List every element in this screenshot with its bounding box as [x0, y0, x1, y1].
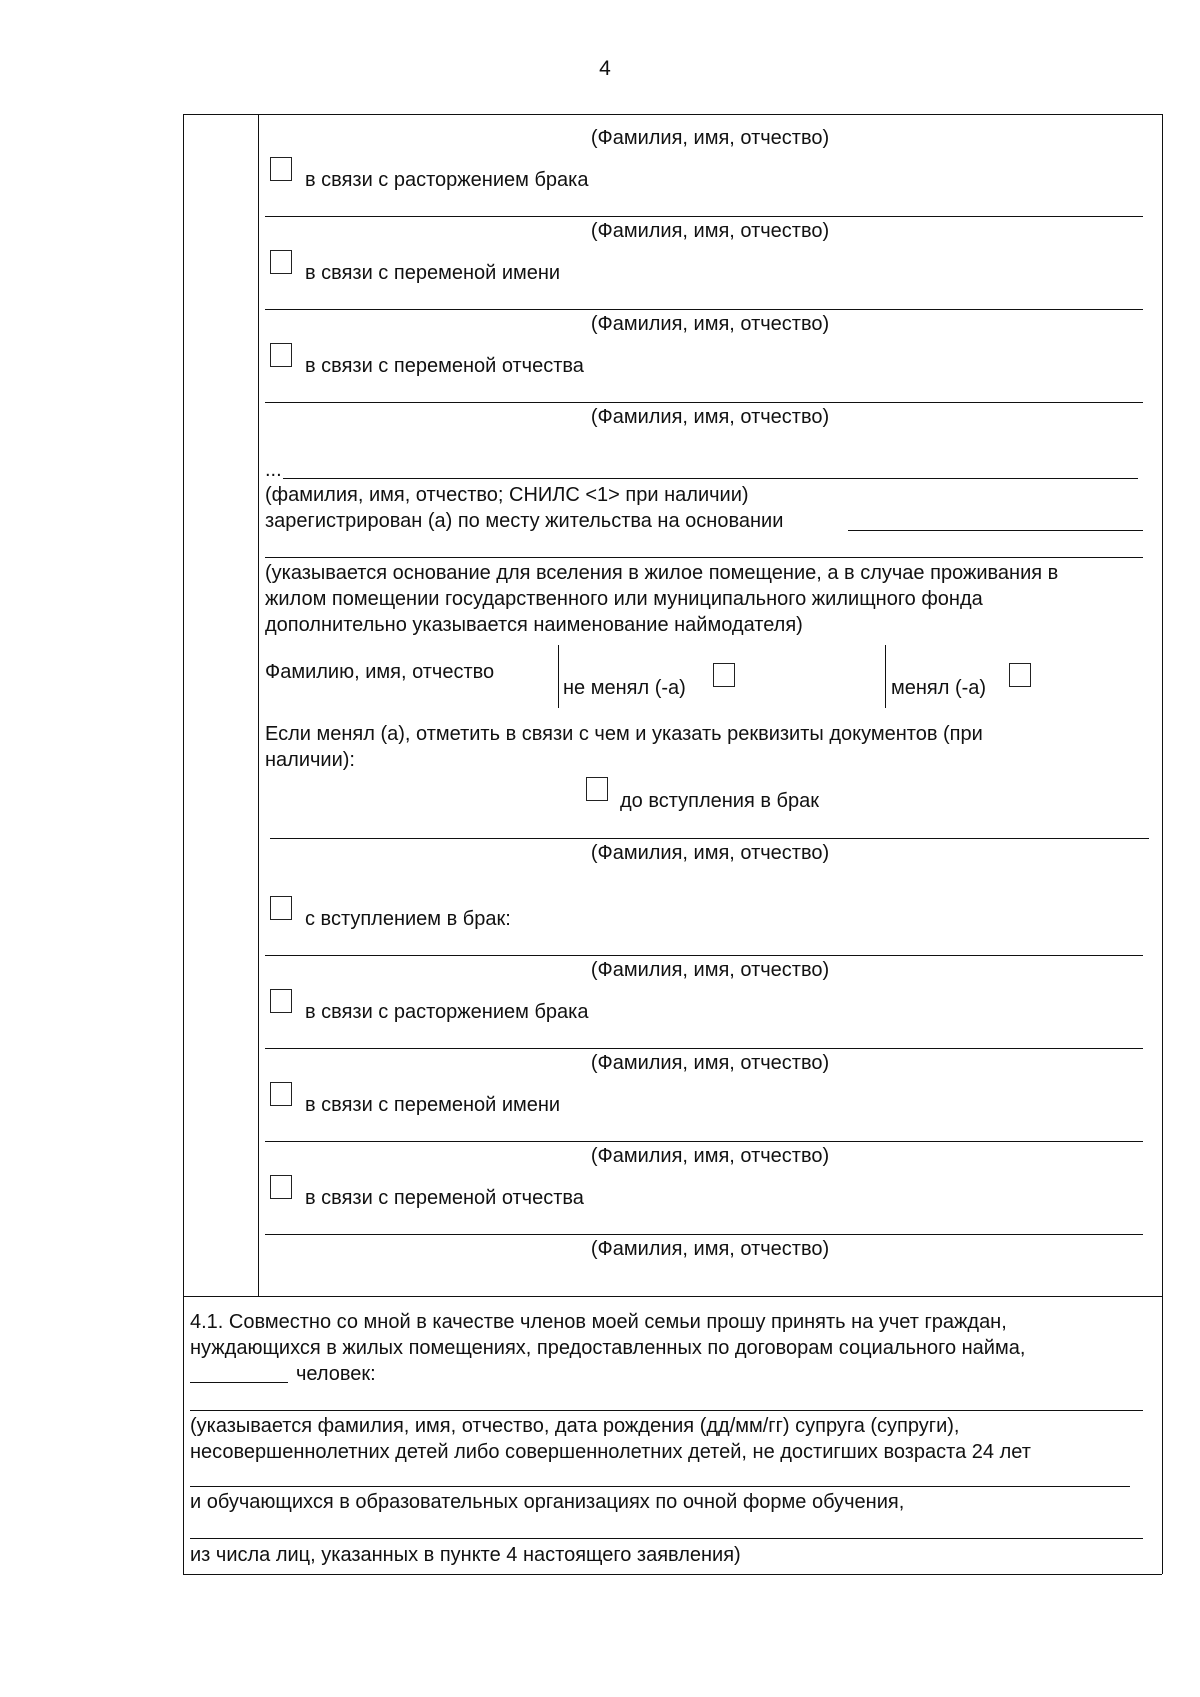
name-change-label-1: в связи с переменой имени [305, 262, 561, 284]
fio-fill-line[interactable] [265, 955, 1143, 956]
changed-label: менял (-а) [891, 677, 987, 699]
checkbox-name-change-1[interactable] [270, 250, 292, 274]
fio-fill-line[interactable] [265, 402, 1143, 403]
family-members-fill-line-3[interactable] [190, 1538, 1143, 1539]
section-4-1-line-1: 4.1. Совместно со мной в качестве членов моей семьи прошу принять на учет граждан, [190, 1311, 1007, 1333]
table-bottom-border [183, 1574, 1162, 1575]
before-marriage-label: до вступления в брак [620, 790, 819, 812]
fio-snils-caption: (фамилия, имя, отчество; СНИЛС <1> при наличии) [265, 484, 749, 506]
fio-fill-line[interactable] [265, 309, 1143, 310]
ellipsis: ... [265, 459, 282, 481]
if-changed-text-line-2: наличии): [265, 749, 355, 771]
patronymic-change-label-1: в связи с переменой отчества [305, 355, 584, 377]
fio-snils-fill-line[interactable] [283, 478, 1138, 479]
registered-text: зарегистрирован (а) по месту жительства на основании [265, 510, 784, 532]
if-changed-text-line-1: Если менял (а), отметить в связи с чем и указать реквизиты документов (при [265, 723, 983, 745]
table-left-border [183, 114, 184, 1574]
section-4-1-caption-2: несовершеннолетних детей либо совершеннолетних детей, не достигших возраста 24 лет [190, 1441, 1031, 1463]
with-marriage-label: с вступлением в брак: [305, 908, 511, 930]
fio-changed-label: Фамилию, имя, отчество [265, 661, 495, 683]
section-4-1-caption-1: (указывается фамилия, имя, отчество, дата рождения (дд/мм/гг) супруга (супруги), [190, 1415, 960, 1437]
basis-caption-line-2: жилом помещении государственного или муниципального жилищного фонда [265, 588, 983, 610]
name-change-label-2: в связи с переменой имени [305, 1094, 561, 1116]
checkbox-patronymic-change-2[interactable] [270, 1175, 292, 1199]
fio-caption: (Фамилия, имя, отчество) [590, 1145, 830, 1167]
page-number: 4 [599, 57, 611, 80]
checkbox-divorce-2[interactable] [270, 989, 292, 1013]
checkbox-before-marriage[interactable] [586, 777, 608, 801]
fio-caption: (Фамилия, имя, отчество) [590, 313, 830, 335]
fio-caption: (Фамилия, имя, отчество) [590, 406, 830, 428]
fio-caption: (Фамилия, имя, отчество) [590, 220, 830, 242]
checkbox-divorce-1[interactable] [270, 157, 292, 181]
checkbox-not-changed[interactable] [713, 663, 735, 687]
fio-fill-line[interactable] [265, 1141, 1143, 1142]
not-changed-label: не менял (-а) [563, 677, 686, 699]
section-4-1-caption-3: и обучающихся в образовательных организациях по очной форме обучения, [190, 1491, 905, 1513]
checkbox-with-marriage[interactable] [270, 896, 292, 920]
column-divider [558, 645, 559, 708]
fio-fill-line[interactable] [270, 838, 1149, 839]
basis-caption-line-3: дополнительно указывается наименование наймодателя) [265, 614, 803, 636]
checkbox-patronymic-change-1[interactable] [270, 343, 292, 367]
people-count-fill-line[interactable] [190, 1382, 288, 1383]
basis-caption-line-1: (указывается основание для вселения в жилое помещение, а в случае проживания в [265, 562, 1059, 584]
divorce-label-2: в связи с расторжением брака [305, 1001, 589, 1023]
fio-fill-line[interactable] [265, 216, 1143, 217]
section-4-1-caption-4: из числа лиц, указанных в пункте 4 настоящего заявления) [190, 1544, 741, 1566]
fio-caption: (Фамилия, имя, отчество) [590, 1052, 830, 1074]
table-inner-column-border [258, 114, 259, 1296]
registration-basis-fill-line[interactable] [848, 530, 1143, 531]
table-top-border [183, 114, 1162, 115]
registration-basis-fill-line-2[interactable] [265, 557, 1143, 558]
family-members-fill-line[interactable] [190, 1410, 1143, 1411]
fio-fill-line[interactable] [265, 1234, 1143, 1235]
checkbox-name-change-2[interactable] [270, 1082, 292, 1106]
section-4-1-line-2: нуждающихся в жилых помещениях, предоставленных по договорам социального найма, [190, 1337, 1026, 1359]
patronymic-change-label-2: в связи с переменой отчества [305, 1187, 584, 1209]
fio-fill-line[interactable] [265, 1048, 1143, 1049]
table-right-border [1162, 114, 1163, 1574]
people-count-suffix: человек: [296, 1363, 376, 1385]
fio-caption: (Фамилия, имя, отчество) [590, 842, 830, 864]
fio-caption: (Фамилия, имя, отчество) [590, 959, 830, 981]
fio-caption: (Фамилия, имя, отчество) [590, 127, 830, 149]
fio-caption: (Фамилия, имя, отчество) [590, 1238, 830, 1260]
divorce-label-1: в связи с расторжением брака [305, 169, 589, 191]
checkbox-changed[interactable] [1009, 663, 1031, 687]
table-row-divider [183, 1296, 1162, 1297]
family-members-fill-line-2[interactable] [190, 1486, 1130, 1487]
column-divider [885, 645, 886, 708]
